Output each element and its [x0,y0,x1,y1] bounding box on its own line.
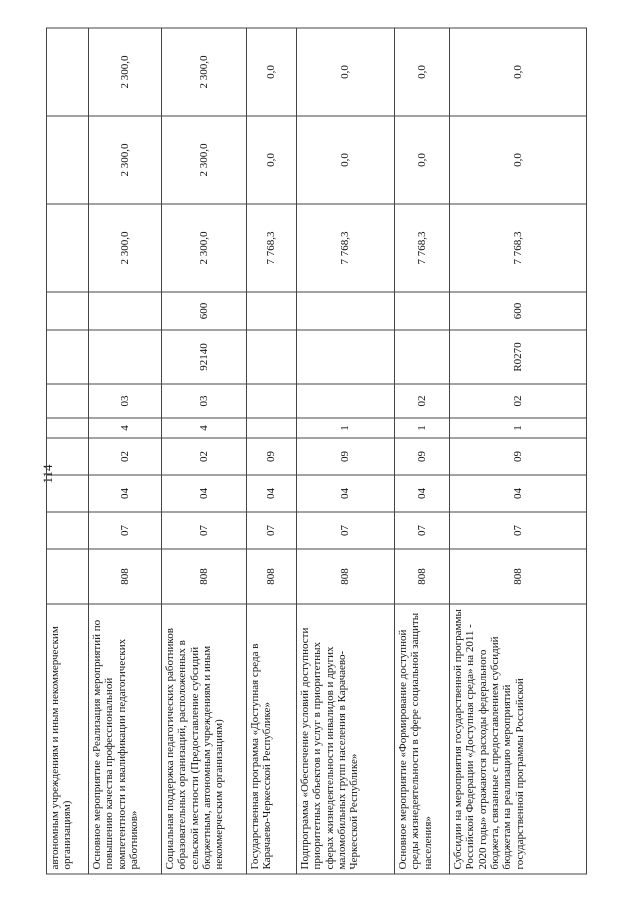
cell-expense-type [395,292,450,330]
table-row [162,28,247,874]
cell-subsection: 04 [395,475,450,512]
cell-amount-2: 2 300,0 [162,116,247,204]
cell-section: 07 [395,512,450,549]
cell-section: 07 [89,512,162,549]
cell-amount-1: 7 768,3 [395,204,450,292]
cell-program: 09 [395,438,450,475]
cell-direction [89,330,162,384]
cell-ministry-code: 808 [450,549,587,604]
table-row [395,28,450,874]
table-row [89,28,162,874]
cell-amount-1: 7 768,3 [297,204,395,292]
cell-section: 07 [247,512,297,549]
cell-ministry-code [47,549,89,604]
cell-amount-3: 0,0 [450,28,587,116]
cell-section: 07 [162,512,247,549]
cell-activity: 02 [450,384,587,418]
cell-activity [297,384,395,418]
cell-amount-1: 2 300,0 [89,204,162,292]
cell-subsection: 04 [89,475,162,512]
cell-ministry-code: 808 [162,549,247,604]
row-description: Основное мероприятие «Формирование доступной среды жизнедеятельности в сфере социальной защиты населения» [395,604,450,874]
cell-subprogram: 1 [395,418,450,438]
table-row [47,28,89,874]
cell-ministry-code: 808 [89,549,162,604]
cell-direction: 92140 [162,330,247,384]
cell-direction [247,330,297,384]
cell-subprogram: 4 [89,418,162,438]
cell-amount-3: 2 300,0 [162,28,247,116]
cell-amount-2: 2 300,0 [89,116,162,204]
cell-ministry-code: 808 [395,549,450,604]
cell-direction [297,330,395,384]
cell-section: 07 [297,512,395,549]
cell-subprogram [247,418,297,438]
cell-amount-1: 7 768,3 [247,204,297,292]
cell-amount-3 [47,28,89,116]
cell-activity [47,384,89,418]
cell-expense-type [247,292,297,330]
cell-direction [47,330,89,384]
cell-section [47,512,89,549]
cell-subsection: 04 [450,475,587,512]
cell-activity [247,384,297,418]
cell-amount-3: 0,0 [395,28,450,116]
cell-subsection: 04 [247,475,297,512]
cell-expense-type [47,292,89,330]
cell-direction [395,330,450,384]
cell-ministry-code: 808 [297,549,395,604]
cell-expense-type [297,292,395,330]
cell-program [47,438,89,475]
rotated-table-wrapper [46,30,586,875]
cell-program: 02 [162,438,247,475]
page-number: 114 [40,464,55,484]
cell-subprogram [47,418,89,438]
cell-activity: 03 [162,384,247,418]
cell-subsection: 04 [162,475,247,512]
cell-subsection: 04 [297,475,395,512]
table-row [247,28,297,874]
cell-program: 09 [247,438,297,475]
cell-amount-3: 0,0 [247,28,297,116]
cell-amount-3: 2 300,0 [89,28,162,116]
cell-direction: R0270 [450,330,587,384]
cell-amount-3: 0,0 [297,28,395,116]
cell-amount-2: 0,0 [297,116,395,204]
cell-subsection [47,475,89,512]
cell-amount-2: 0,0 [395,116,450,204]
row-description: Основное мероприятие «Реализация мероприятий по повышению качества профессиональной компетентности и квалификации педагогических работников» [89,604,162,874]
cell-activity: 03 [89,384,162,418]
cell-subprogram: 1 [450,418,587,438]
cell-amount-2: 0,0 [450,116,587,204]
row-description: автономным учреждениям и иным некоммерческим организациям) [47,604,89,874]
table-row [450,28,587,874]
cell-amount-1 [47,204,89,292]
row-description: Подпрограмма «Обеспечение условий доступности приоритетных объектов и услуг в приоритетных сферах жизнедеятельности инвалидов и других маломобильных групп населения в Карачаево-Черкесской Республике» [297,604,395,874]
cell-amount-2: 0,0 [247,116,297,204]
cell-ministry-code: 808 [247,549,297,604]
cell-expense-type: 600 [162,292,247,330]
cell-expense-type: 600 [450,292,587,330]
row-description: Социальная поддержка педагогических работников образовательных организаций, расположенных в сельской местности (Предоставление субсидий бюджетным, автономным учреждениям и иным некоммерческим организациям) [162,604,247,874]
cell-subprogram: 1 [297,418,395,438]
budget-table [46,28,587,875]
cell-amount-1: 2 300,0 [162,204,247,292]
cell-activity: 02 [395,384,450,418]
cell-program: 09 [297,438,395,475]
table-row [297,28,395,874]
cell-expense-type [89,292,162,330]
cell-amount-2 [47,116,89,204]
cell-subprogram: 4 [162,418,247,438]
cell-section: 07 [450,512,587,549]
cell-program: 09 [450,438,587,475]
row-description: Государственная программа «Доступная среда в Карачаево-Черкесской Республике» [247,604,297,874]
cell-amount-1: 7 768,3 [450,204,587,292]
cell-program: 02 [89,438,162,475]
row-description: Субсидии на мероприятия государственной программы Российской Федерации «Доступная среда» на 2011 - 2020 годы» отражаются расходы федерального бюджета, связанные с предоставлением субсидий бюджетам на реализацию мероприятий государственной программы Российской [450,604,587,874]
